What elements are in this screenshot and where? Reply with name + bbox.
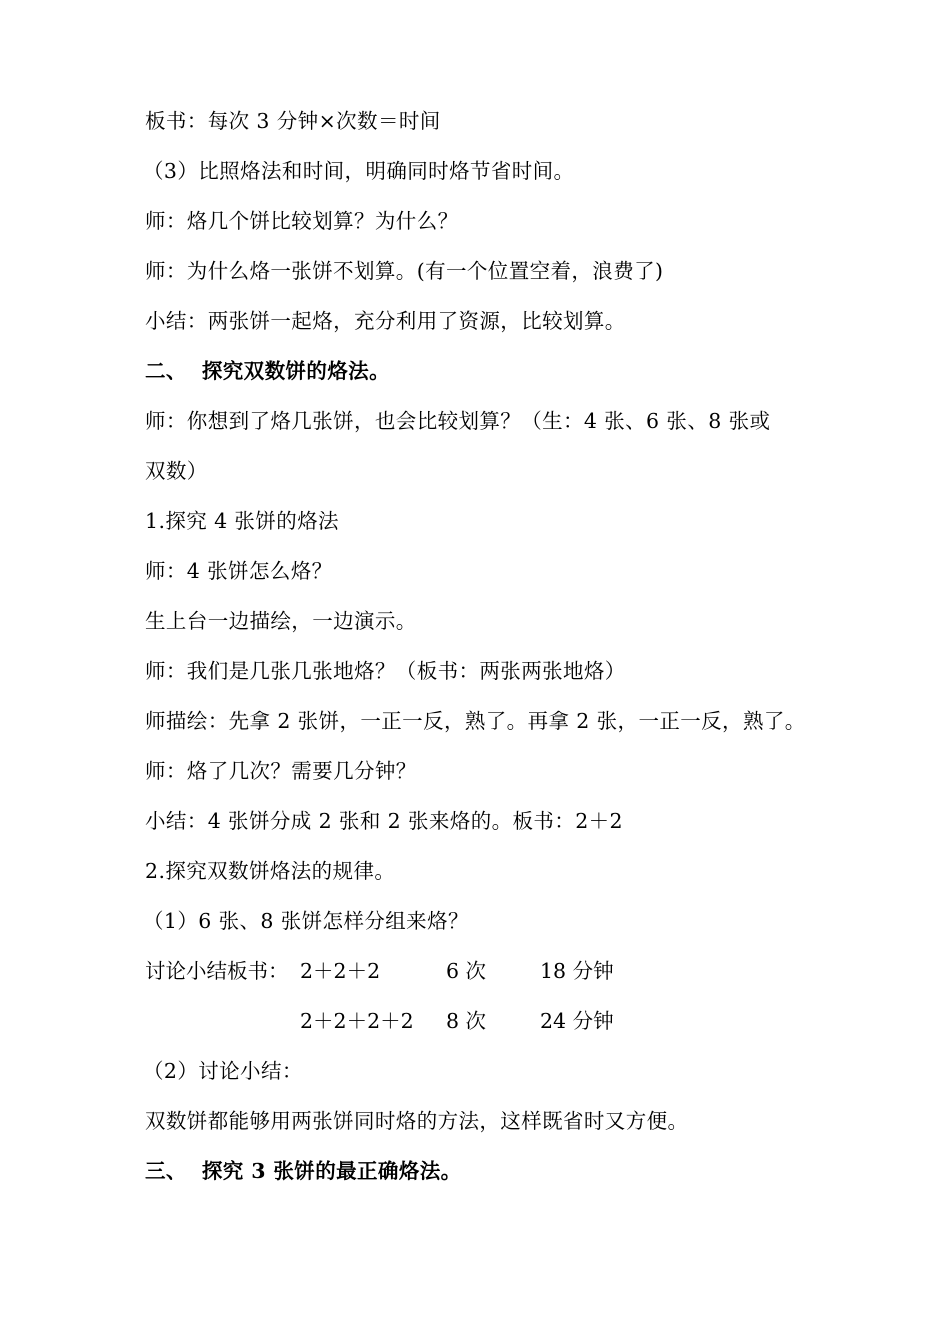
subsection-heading: 2.探究双数饼烙法的规律。 xyxy=(145,859,396,883)
table-cell-minutes: 18 分钟 xyxy=(540,959,614,983)
text-line: 师：4 张饼怎么烙？ xyxy=(145,559,333,583)
text-line: 师：我们是几张几张地烙？（板书：两张两张地烙） xyxy=(145,659,626,683)
text-line: （1）6 张、8 张饼怎样分组来烙？ xyxy=(143,909,469,933)
table-cell-expr: 2＋2＋2 xyxy=(300,959,381,983)
text-line: 小结：两张饼一起烙，充分利用了资源，比较划算。 xyxy=(145,309,626,333)
text-line: 师描绘：先拿 2 张饼，一正一反，熟了。再拿 2 张，一正一反，熟了。 xyxy=(145,709,806,733)
text-line: 双数饼都能够用两张饼同时烙的方法，这样既省时又方便。 xyxy=(145,1109,689,1133)
section-heading: 三、 探究 3 张饼的最正确烙法。 xyxy=(145,1159,462,1183)
text-line: 师：为什么烙一张饼不划算。(有一个位置空着，浪费了) xyxy=(145,259,664,283)
section-heading: 二、 探究双数饼的烙法。 xyxy=(145,359,390,383)
text-line: 师：你想到了烙几张饼，也会比较划算？（生：4 张、6 张、8 张或 xyxy=(145,409,771,433)
text-line: （3）比照烙法和时间，明确同时烙节省时间。 xyxy=(143,159,575,183)
table-cell-expr: 2＋2＋2＋2 xyxy=(300,1009,414,1033)
text-line: 双数） xyxy=(145,459,208,483)
table-cell-times: 6 次 xyxy=(446,959,487,983)
text-line: 师：烙了几次？需要几分钟？ xyxy=(145,759,417,783)
table-cell-times: 8 次 xyxy=(446,1009,487,1033)
subsection-heading: 1.探究 4 张饼的烙法 xyxy=(145,509,339,533)
text-line: 师：烙几个饼比较划算？为什么？ xyxy=(145,209,459,233)
text-line: （2）讨论小结： xyxy=(143,1059,303,1083)
text-line: 生上台一边描绘，一边演示。 xyxy=(145,609,417,633)
table-label: 讨论小结板书： xyxy=(145,959,289,983)
text-line: 小结：4 张饼分成 2 张和 2 张来烙的。板书：2＋2 xyxy=(145,809,623,833)
table-cell-minutes: 24 分钟 xyxy=(540,1009,614,1033)
text-line: 板书：每次 3 分钟×次数＝时间 xyxy=(145,109,441,133)
